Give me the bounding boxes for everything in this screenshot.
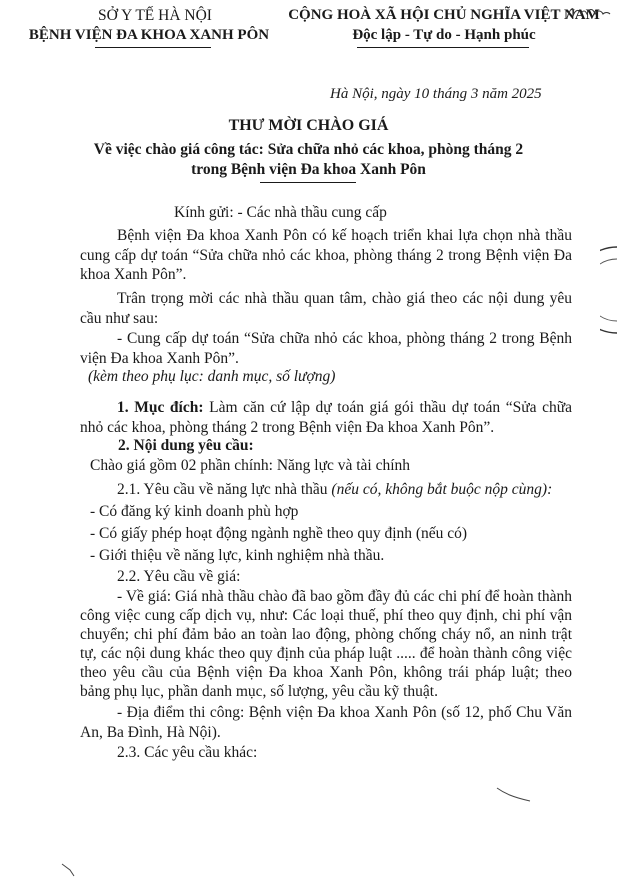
ministry-name: SỞ Y TẾ HÀ NỘI bbox=[98, 7, 212, 24]
price-requirement: - Về giá: Giá nhà thầu chào đã bao gồm đầy đủ các chi phí để hoàn thành công việc cung cấp dịch vụ, như: Các loại thuế, phí theo quy định, chi phí vận chuyển; chi phí đảm bảo an toàn lao động, phòng chống cháy nổ, an ninh trật tự, các nội dung khác theo quy định của pháp luật ..... để hoàn thành công việc theo yêu cầu của Bệnh viện Đa khoa Xanh Pôn, không trái pháp luật; theo bảng phụ lục, phần danh mục, số lượng, yêu cầu kỹ thuật. bbox=[80, 588, 572, 700]
pen-mark bbox=[494, 785, 534, 805]
header-left-divider bbox=[95, 47, 211, 48]
capability-item-3: - Giới thiệu về năng lực, kinh nghiệm nhà thầu. bbox=[90, 547, 385, 564]
hospital-name: BỆNH VIỆN ĐA KHOA XANH PÔN bbox=[28, 27, 270, 43]
issue-date: Hà Nội, ngày 10 tháng 3 năm 2025 bbox=[330, 86, 542, 102]
section-2-1-label: 2.1. Yêu cầu về năng lực nhà thầu bbox=[117, 481, 332, 498]
section-2-1-heading bbox=[117, 480, 552, 499]
section-2-heading: 2. Nội dung yêu cầu: bbox=[118, 437, 254, 454]
subject-line-2: trong Bệnh viện Đa khoa Xanh Pôn bbox=[191, 161, 426, 178]
section-1-text: Làm căn cứ lập dự toán giá gói thầu dự toán “Sửa chữa nhỏ các khoa, phòng tháng 2 trong Bệnh viện Đa khoa Xanh Pôn”. bbox=[80, 399, 572, 436]
section-1-label: 1. Mục đích: bbox=[117, 399, 204, 416]
scope-paragraph: - Cung cấp dự toán “Sửa chữa nhỏ các khoa, phòng tháng 2 trong Bệnh viện Đa khoa Xanh Pôn”. bbox=[80, 330, 572, 367]
intro-paragraph: Bệnh viện Đa khoa Xanh Pôn có kế hoạch triển khai lựa chọn nhà thầu cung cấp dự toán “Sửa chữa nhỏ các khoa, phòng tháng 2 trong Bệnh viện Đa khoa Xanh Pôn”. bbox=[80, 227, 572, 283]
subject-line-1: Về việc chào giá công tác: Sửa chữa nhỏ các khoa, phòng tháng 2 bbox=[93, 141, 524, 158]
recipient-line: Kính gửi: - Các nhà thầu cung cấp bbox=[174, 204, 387, 221]
national-title: CỘNG HOÀ XÃ HỘI CHỦ NGHĨA VIỆT NAM bbox=[288, 7, 600, 23]
invitation-paragraph: Trân trọng mời các nhà thầu quan tâm, chào giá theo các nội dung yêu cầu như sau: bbox=[80, 290, 572, 327]
official-stamp-edge bbox=[600, 245, 617, 335]
work-location: - Địa điểm thi công: Bệnh viện Đa khoa Xanh Pôn (số 12, phố Chu Văn An, Ba Đình, Hà Nội). bbox=[80, 704, 572, 741]
initials-signature bbox=[563, 2, 613, 24]
section-2-3-heading: 2.3. Các yêu cầu khác: bbox=[117, 744, 258, 761]
section-1-purpose bbox=[80, 398, 572, 437]
appendix-note: (kèm theo phụ lục: danh mục, số lượng) bbox=[88, 368, 336, 385]
section-2-2-heading: 2.2. Yêu cầu về giá: bbox=[117, 568, 241, 585]
document-title: THƯ MỜI CHÀO GIÁ bbox=[228, 117, 389, 134]
header-right-divider bbox=[357, 47, 529, 48]
national-motto: Độc lập - Tự do - Hạnh phúc bbox=[352, 27, 536, 43]
pen-mark-corner bbox=[60, 860, 80, 878]
capability-item-1: - Có đăng ký kinh doanh phù hợp bbox=[90, 503, 299, 520]
section-2-intro: Chào giá gồm 02 phần chính: Năng lực và tài chính bbox=[90, 457, 411, 474]
title-divider bbox=[260, 182, 356, 183]
section-2-1-note: (nếu có, không bắt buộc nộp cùng): bbox=[331, 481, 553, 498]
capability-item-2: - Có giấy phép hoạt động ngành nghề theo quy định (nếu có) bbox=[90, 525, 468, 542]
